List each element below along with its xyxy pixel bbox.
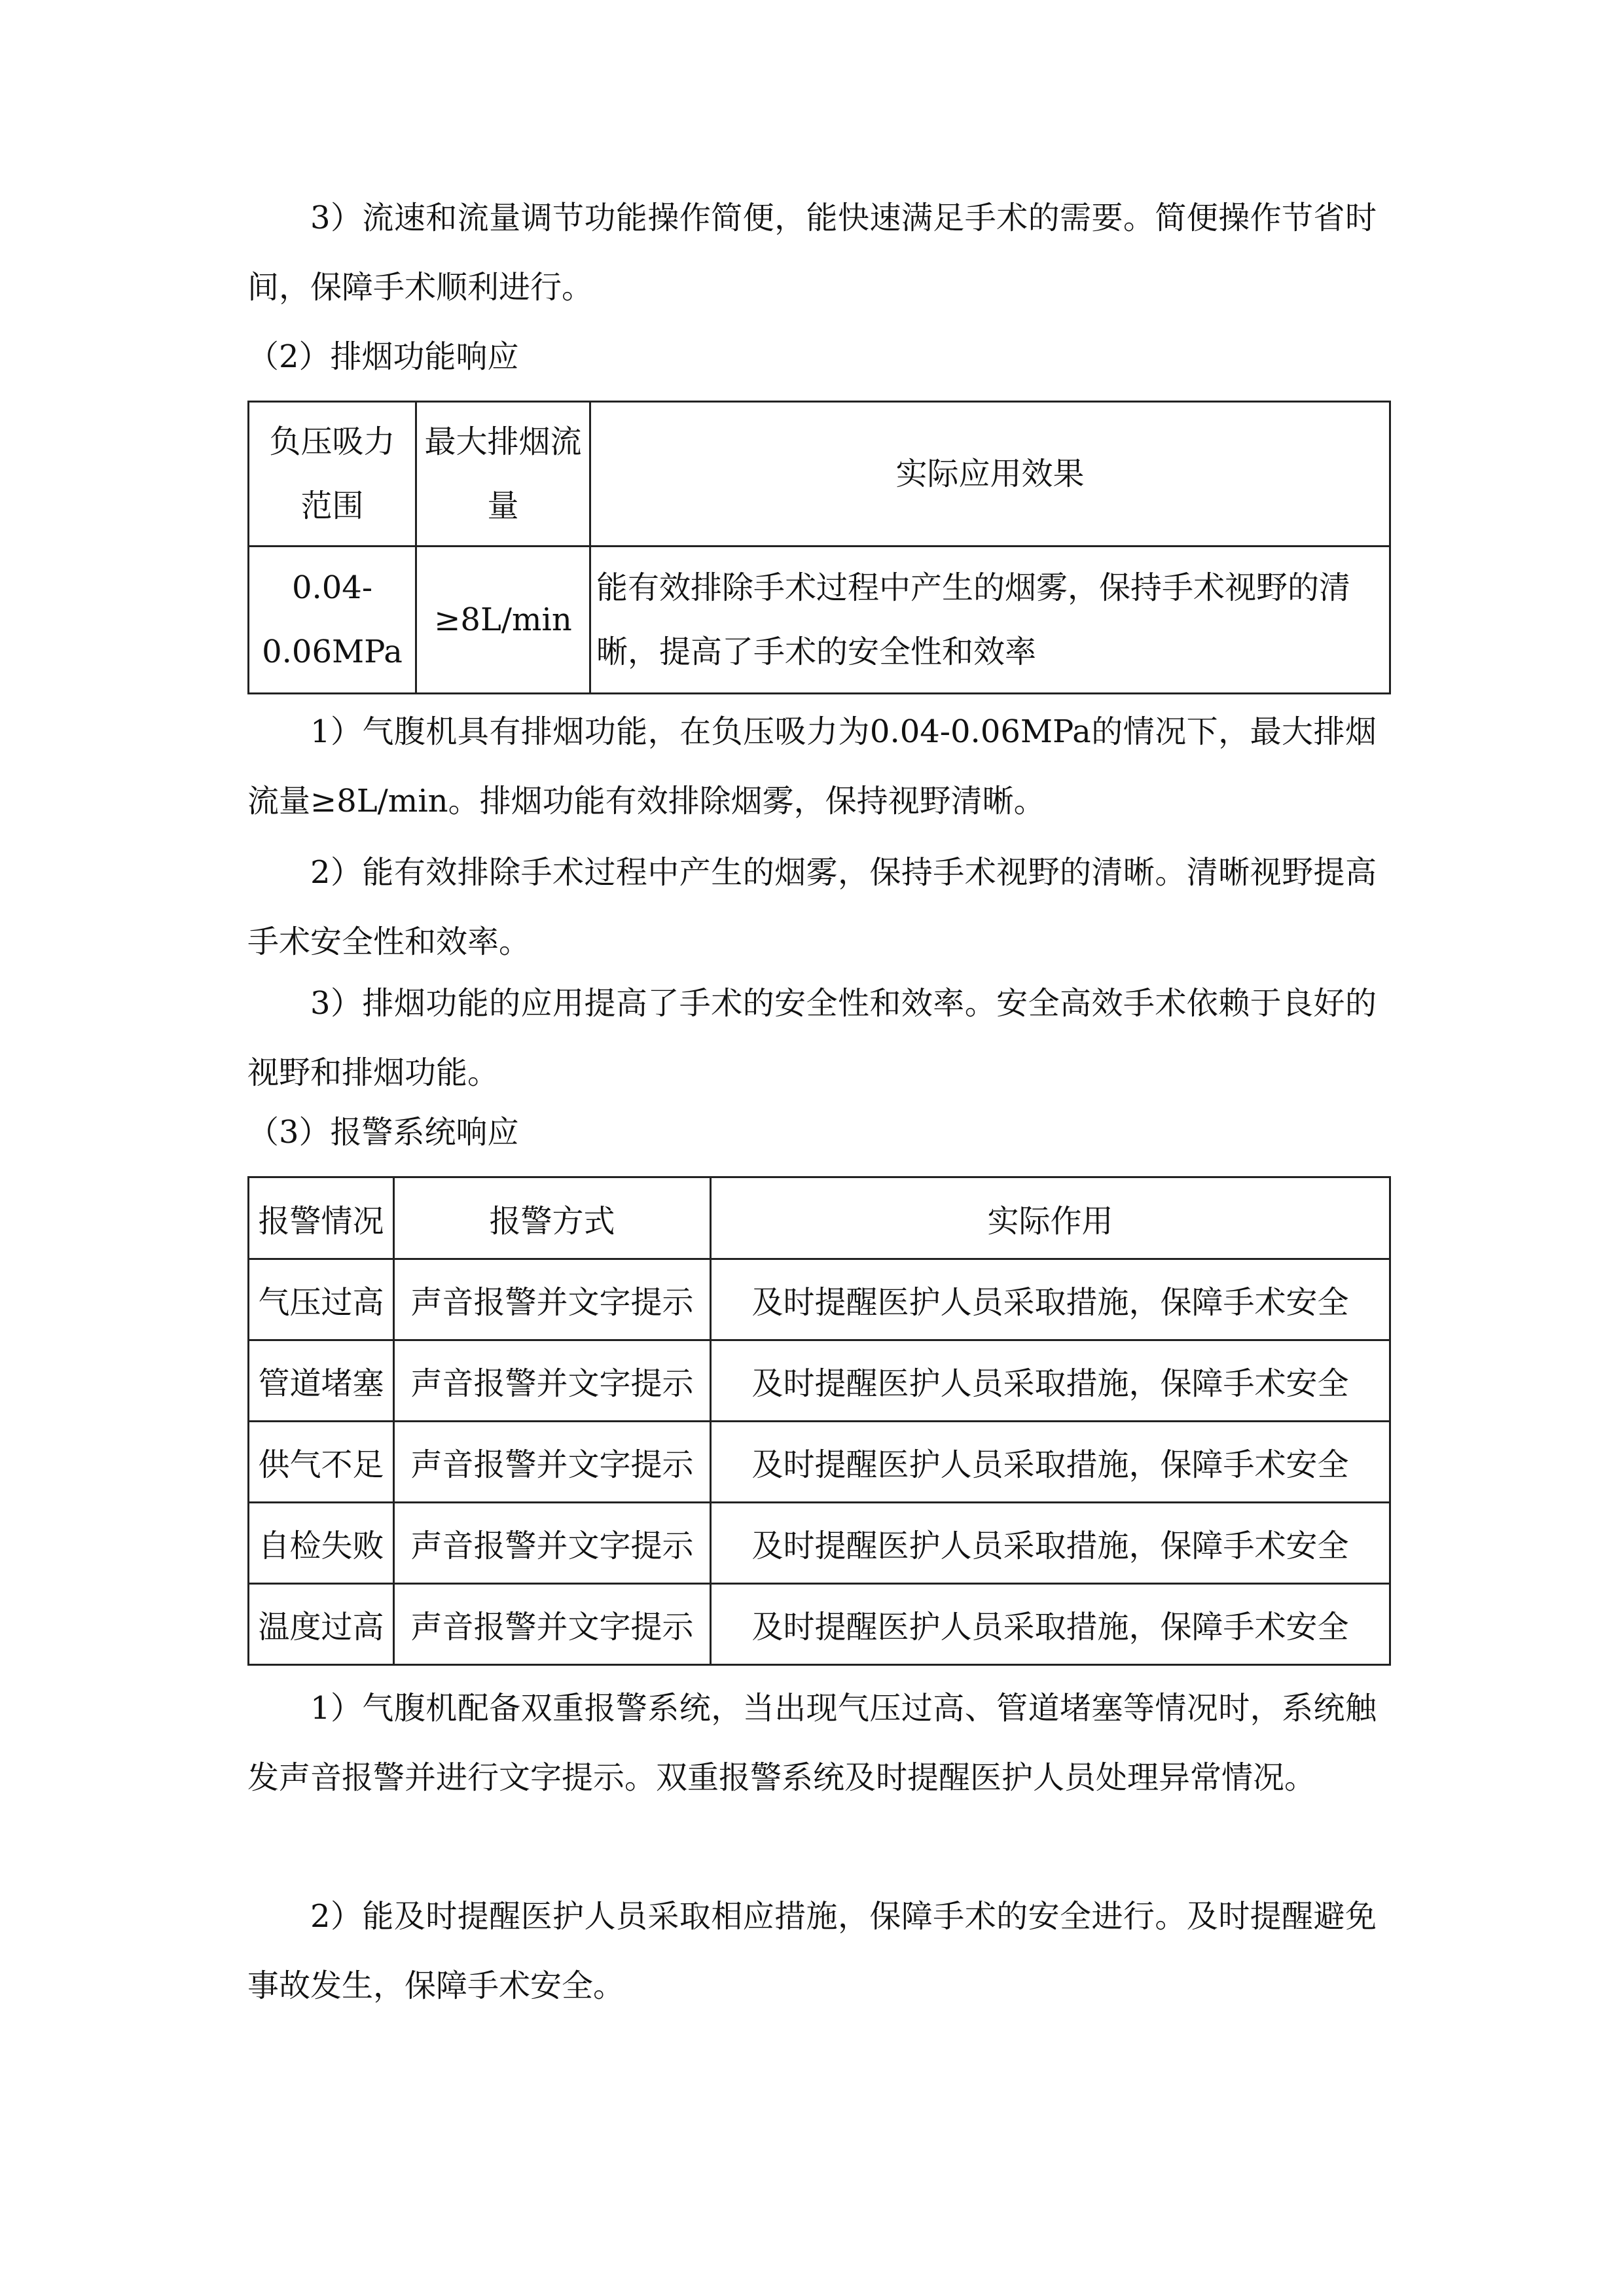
- alarm-paragraph-1: 1）气腹机配备双重报警系统，当出现气压过高、管道堵塞等情况时，系统触发声音报警并进行文字提示。双重报警系统及时提醒医护人员处理异常情况。: [247, 1690, 1377, 1796]
- table-header-row: [249, 402, 1390, 547]
- table-header-row: [249, 1177, 1390, 1259]
- header-cell-alarm-method: 报警方式: [394, 1177, 711, 1259]
- table-row: [249, 1259, 1390, 1340]
- alarm-paragraph-2: 2）能及时提醒医护人员采取相应措施，保障手术的安全进行。及时提醒避免事故发生，保障手术安全。: [247, 1898, 1377, 2004]
- table-row: [249, 547, 1390, 694]
- cell-actual-effect: 及时提醒医护人员采取措施，保障手术安全: [711, 1584, 1390, 1665]
- cell-actual-effect: 及时提醒医护人员采取措施，保障手术安全: [711, 1340, 1390, 1422]
- cell-alarm-condition: 供气不足: [249, 1422, 394, 1503]
- smoke-function-table: [247, 401, 1391, 694]
- table-row: [249, 1422, 1390, 1503]
- cell-alarm-method: 声音报警并文字提示: [394, 1584, 711, 1665]
- cell-actual-effect: 及时提醒医护人员采取措施，保障手术安全: [711, 1422, 1390, 1503]
- intro-paragraph: 3）流速和流量调节功能操作简便，能快速满足手术的需要。简便操作节省时间，保障手术顺利进行。: [247, 200, 1377, 306]
- header-cell-actual-effect: 实际作用: [711, 1177, 1390, 1259]
- smoke-paragraph-1: 1）气腹机具有排烟功能，在负压吸力为0.04-0.06MPa的情况下，最大排烟流量≥8L/min。排烟功能有效排除烟雾，保持视野清晰。: [247, 713, 1377, 819]
- cell-alarm-condition: 气压过高: [249, 1259, 394, 1340]
- cell-alarm-method: 声音报警并文字提示: [394, 1422, 711, 1503]
- smoke-paragraph-2: 2）能有效排除手术过程中产生的烟雾，保持手术视野的清晰。清晰视野提高手术安全性和效率。: [247, 854, 1377, 960]
- cell-alarm-method: 声音报警并文字提示: [394, 1259, 711, 1340]
- header-cell-effect: 实际应用效果: [590, 402, 1390, 547]
- smoke-section-heading: （2）排烟功能响应: [247, 338, 519, 375]
- table-row: [249, 1503, 1390, 1584]
- alarm-system-table: [247, 1176, 1391, 1666]
- alarm-section-heading: （3）报警系统响应: [247, 1114, 519, 1151]
- cell-alarm-condition: 温度过高: [249, 1584, 394, 1665]
- cell-alarm-method: 声音报警并文字提示: [394, 1503, 711, 1584]
- cell-alarm-condition: 自检失败: [249, 1503, 394, 1584]
- header-cell-max-flow: 最大排烟流量: [416, 402, 590, 547]
- smoke-paragraph-3: 3）排烟功能的应用提高了手术的安全性和效率。安全高效手术依赖于良好的视野和排烟功能。: [247, 985, 1377, 1091]
- cell-actual-effect: 及时提醒医护人员采取措施，保障手术安全: [711, 1503, 1390, 1584]
- cell-alarm-method: 声音报警并文字提示: [394, 1340, 711, 1422]
- header-cell-suction-range: 负压吸力范围: [249, 402, 416, 547]
- table-row: [249, 1340, 1390, 1422]
- header-cell-alarm-condition: 报警情况: [249, 1177, 394, 1259]
- table-row: [249, 1584, 1390, 1665]
- cell-max-flow: ≥8L/min: [416, 547, 590, 694]
- cell-actual-effect: 及时提醒医护人员采取措施，保障手术安全: [711, 1259, 1390, 1340]
- cell-effect: 能有效排除手术过程中产生的烟雾，保持手术视野的清晰，提高了手术的安全性和效率: [590, 547, 1390, 694]
- cell-alarm-condition: 管道堵塞: [249, 1340, 394, 1422]
- cell-suction-range: 0.04-0.06MPa: [249, 547, 416, 694]
